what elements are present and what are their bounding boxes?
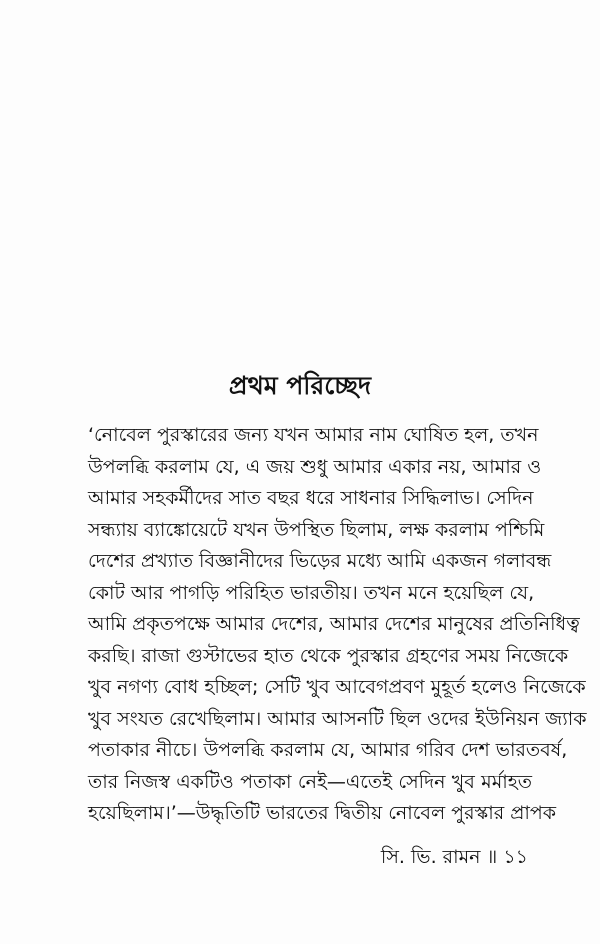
text-line: করছি। রাজা গুস্টাভের হাত থেকে পুরস্কার গ্রহণের সময় নিজেকে (88, 644, 569, 667)
body-paragraph (88, 420, 587, 830)
text-line: খুব সংযত রেখেছিলাম। আমার আসনটি ছিল ওদের ইউনিয়ন জ্যাক (88, 707, 587, 730)
text-line: খুব নগণ্য বোধ হচ্ছিল; সেটি খুব আবেগপ্রবণ মুহূর্ত হলেও নিজেকে (88, 676, 586, 698)
text-line: দেশের প্রখ্যাত বিজ্ঞানীদের ভিড়ের মধ্যে আমি একজন গলাবন্ধ (88, 550, 552, 572)
text-line: পতাকার নীচে। উপলব্ধি করলাম যে, আমার গরিব দেশ ভারতবর্ষ, (88, 739, 568, 761)
text-line: কোট আর পাগড়ি পরিহিত ভারতীয়। তখন মনে হয়েছিল যে, (88, 581, 535, 604)
chapter-title: প্রথম পরিচ্ছেদ (228, 371, 372, 400)
text-line: তার নিজস্ব একটিও পতাকা নেই—এতেই সেদিন খুব মর্মাহত (88, 770, 532, 793)
text-line: আমি প্রকৃতপক্ষে আমার দেশের, আমার দেশের মানুষের প্রতিনিধিত্ব (88, 613, 580, 635)
text-line: হয়েছিলাম।’—উদ্ধৃতিটি ভারতের দ্বিতীয় নোবেল পুরস্কার প্রাপক (88, 802, 557, 824)
text-line: আমার সহকর্মীদের সাত বছর ধরে সাধনার সিদ্ধিলাভ। সেদিন (88, 487, 534, 509)
text-line: সন্ধ্যায় ব্যাঙ্কোয়েটে যখন উপস্থিত ছিলাম, লক্ষ করলাম পশ্চিমি (88, 518, 545, 541)
text-line: ‘নোবেল পুরস্কারের জন্য যখন আমার নাম ঘোষিত হল, তখন (88, 424, 539, 446)
running-footer-page-number: সি. ভি. রামন ॥ ১১ (380, 846, 528, 868)
text-line: উপলব্ধি করলাম যে, এ জয় শুধু আমার একার নয়, আমার ও (88, 455, 542, 478)
